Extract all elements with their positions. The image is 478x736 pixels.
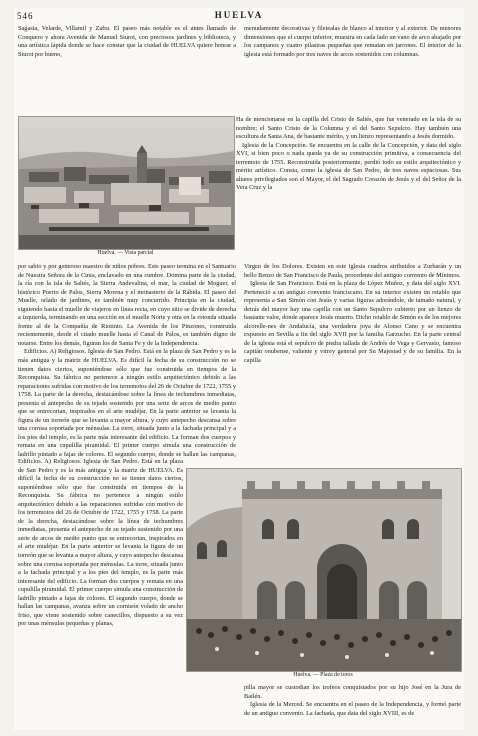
city-view-image <box>19 117 234 249</box>
paragraph: Iglesia de San Francisco. Está en la plaza de López Muñoz, y data del siglo XVI. Perteneció a un antiguo convento franciscano. En su interior existen un retablo que representa a San Simón con Jesús y varias figuras adorándole, de tamaño natural, y detrás del mayor hay una capilla con un Santo Sepulcro cubierto por un lienzo de bastante valor, donde aparece Jesús muerto. Dicho retablo de Simón es de los mejores alcorelle-nes de Andalucía, una verdadera joya de Alonso Cano y se encuentra expuesto en Sevilla a fin del siglo XVII por la familia Garzucho. En la parte central de la iglesia está el sepulcro de piedra tallada de Andrés de Vega y Gervasio, famoso capitán onubense, valiente y virrey general por Su Majestad y de su familia. En la capilla <box>244 280 461 365</box>
page-number: 546 <box>17 11 34 21</box>
right-column-top <box>244 25 461 109</box>
page-header <box>14 8 464 24</box>
city-view-photo <box>18 116 235 250</box>
paragraph: menudamente decorativas y filetealas de blanco al interior y al exterior. De menores dimensiones que el cuerpo inferior, muestra en cada lado un vano de arco abajado por los campanos y cuatro pilastras pequeñas que rematan en jarrones. El interior de la iglesia está formado por tres naves de arcos sostenidos con columnas. <box>244 25 461 58</box>
paragraph: Iglesia de la Merced. Se encuentra en el paseo de la Independencia, y formó parte de un antiguo convento. La fachada, que data del siglo XVIII, es de <box>244 701 461 717</box>
right-column-upper <box>236 116 461 259</box>
bullring-image <box>187 469 461 671</box>
right-column-bottom <box>244 684 461 728</box>
page-title: HUELVA <box>214 10 264 20</box>
paragraph: Edificios. A) Religiosos. Iglesia de San Pedro. Está en la plaza de San Pedro y es la más antigua y la matriz de HUELVA. Es difícil la fecha de su construcción no se tienen datos ciertos, suponiéndose sólo que fue construida en tiempos de la Reconquista. Su fábrica no pertenece a ningún estilo arquitectónico debido a las reparaciones sufridas con motivo de los terremotos del 26 de Octubre de 1722, 1755 y 1758. La parte de la derecha, destacándose sobre la línea de techumbres inmediatas, presenta el antepecho de su tejado sostenido por una serie de arcos de medio punto que se entrecortan, inspirados en el arte mudéjar. En la parte anterior se levanta la figura de un torreón que se levanta a mayor altura, y cuyo antepecho descansa sobre una cornisa soportada por ménsulas. La torre, situada junto a la fachada principal y a los pies del templo, es la parte más interesante del edificio. La forman dos cuerpos y remata en una cupulilla piramidal. El primer cuerpo simula una construcción de ladrillo pintado a fajas de colores. El segundo cuerpo, donde se hallan las campanas, <box>18 348 236 458</box>
bullring-photo <box>186 468 462 672</box>
left-column-top <box>18 25 236 109</box>
paragraph: por sabio y por generoso maestro de niños pobres. Este paseo termina en el Santuario de Nuestra Señora de la Cinta, enclavado en una cumbre. Domina parte de la ciudad, la ría con la isla de Saltés, la Sierra Andevalina, el mar, la ciudad de Moguer, el histórico Puerto de Palos, Sierra Morena y el monasterio de la Rábida. El paseo del Muelle, orlado de jardines, es también muy concurrido. Principia en la ciudad, siguiendo hasta el muelle de viajeros en línea recta, en cuyo sitio se divide de derecha a izquierda, terminando en una sección en el muelle Norte y otra en la rotonda situada frente al de la Compañía de Riotinto. La Avenida de los Pinzones, construida recientemente, desde el citado muelle hasta el Canal de Palos, es también digno de notarse. Entre los demás, figuran los de Santa Fe y de la Independencia. <box>18 263 236 347</box>
left-column-narrow <box>18 458 183 718</box>
paragraph: Iglesia de la Concepción. Se encuentra en la calle de la Concepción, y data del siglo XVI, si bien poco o nada queda ya de su construcción primitiva, a consecuencia del terremoto de 1755. Reconstruida posteriormente, perdió todo su estilo arquitectónico y mérito artístico. Consta, como la iglesia de San Pedro, de tres naves espaciosas. Sus altares privilegiados son el Mayor, el del Sagrado Corazón de Jesús y el del Señor de la Vera Cruz y la <box>236 141 461 192</box>
left-column-middle <box>18 263 236 458</box>
city-view-caption: Huelva. — Vista parcial <box>97 250 154 256</box>
paragraph: Virgen de los Dolores. Existen en este iglesia cuadros atribuidos a Zurbarán y un bello Benzo de San Francisco de Paula, procedente del antiguo convento de Mínimos. <box>244 263 461 279</box>
paragraph: pilla mayor se custodian los trofeos conquistados por su hijo José en la Jura de Bailén. <box>244 684 461 700</box>
document-page <box>14 8 464 730</box>
paragraph: Sagasta, Velarde, Villamil y Zafra. El paseo más notable es el antes llamado de Conquero y ahora Avenida de Manuel Siurot, con preciosos jardines y biblioteca, y una artística lápida donde se hace constar que la ciudad de HUELVA quiere honrar a Siurot por bueno, <box>18 25 236 58</box>
right-column-middle <box>244 263 461 458</box>
paragraph: Ha de mencionarse en la capilla del Cristo de Saltés, que fue venerado en la isla de su nombre; el Santo Cristo de la Columna y el del Santo Sepulcro. Hay también una escultura de Santa Ana, de bastante mérito, y un lienzo representando a Jesús dormido. <box>236 116 461 141</box>
bullring-caption: Huelva. — Plaza de toros <box>293 672 353 678</box>
paragraph: Edificios. A) Religiosos. Iglesia de San Pedro. Está en la plaza de San Pedro y es la más antigua y la matriz de HUELVA. Es difícil la fecha de su construcción no se tienen datos ciertos, suponiéndose sólo que fue construida en tiempos de la Reconquista. Su fábrica no pertenece a ningún estilo arquitectónico debido a las reparaciones sufridas con motivo de los terremotos del 26 de Octubre de 1722, 1755 y 1758. La parte de la derecha, destacándose sobre la línea de techumbres inmediatas, presenta el antepecho de su tejado sostenido por una serie de arcos de medio punto que se entrecortan, inspirados en el arte mudéjar. En la parte anterior se levanta la figura de un torreón que se levanta a mayor altura, y cuyo antepecho descansa sobre una cornisa soportada por ménsulas. La torre, situada junto a la fachada principal y a los pies del templo, es la parte más interesante del edificio. La forman dos cuerpos y remata en una cupulilla piramidal. El primer cuerpo simula una construcción de ladrillo pintado a fajas de colores. El segundo cuerpo, donde se hallan las campanas, avanza sobre un cornisón volado de ancho friso, que viene sostenido sobre canecillos, dispuesto a su vez por unas ménsulas pequeñas y planas, <box>18 458 183 628</box>
